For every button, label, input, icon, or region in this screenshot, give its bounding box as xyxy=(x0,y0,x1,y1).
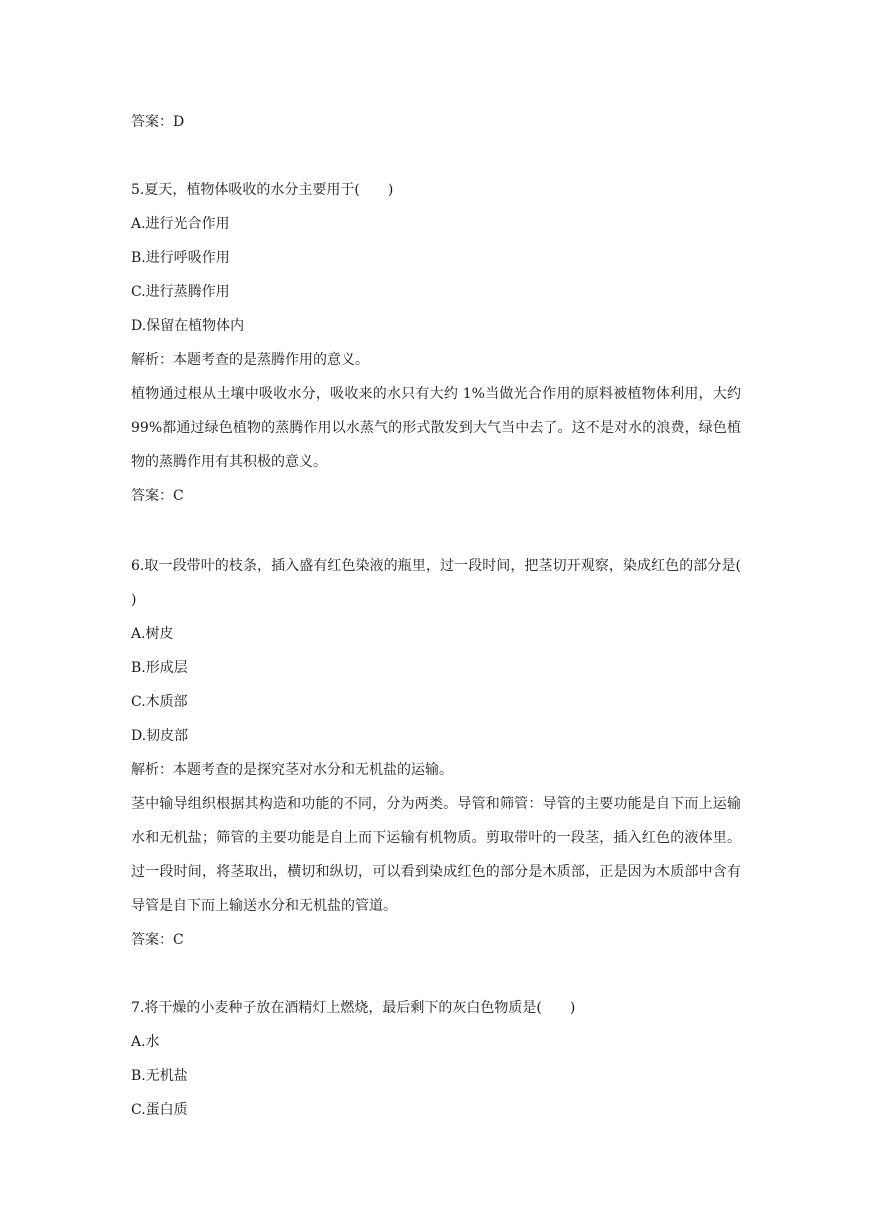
q6-option-d: D.韧皮部 xyxy=(131,728,189,744)
q5-option-a: A.进行光合作用 xyxy=(131,216,230,232)
q5-option-d: D.保留在植物体内 xyxy=(131,318,245,334)
q7-stem: 7.将干燥的小麦种子放在酒精灯上燃烧，最后剩下的灰白色物质是( ) xyxy=(131,1000,576,1016)
q6-option-c: C.木质部 xyxy=(131,694,188,710)
q6-answer: 答案：C xyxy=(131,932,184,948)
q6-option-a: A.树皮 xyxy=(131,626,174,642)
q5-analysis-body: 植物通过根从土壤中吸收水分，吸收来的水只有大约 1%当做光合作用的原料被植物体利用，大约 99%都通过绿色植物的蒸腾作用以水蒸气的形式散发到大气当中去了。这不是对水的浪费，绿色植物的蒸腾作用有其积极的意义。 xyxy=(131,386,741,470)
q7-option-b: B.无机盐 xyxy=(131,1068,188,1084)
q7-option-c: C.蛋白质 xyxy=(131,1102,188,1118)
q5-stem: 5.夏天，植物体吸收的水分主要用于( ) xyxy=(131,182,394,198)
q6-option-b: B.形成层 xyxy=(131,660,188,676)
q5-analysis-title: 解析：本题考查的是蒸腾作用的意义。 xyxy=(131,352,369,368)
q4-answer: 答案：D xyxy=(131,114,185,130)
q6-analysis-body: 茎中输导组织根据其构造和功能的不同，分为两类。导管和筛管：导管的主要功能是自下而上运输水和无机盐；筛管的主要功能是自上而下运输有机物质。剪取带叶的一段茎，插入红色的液体里。过一段时间，将茎取出，横切和纵切，可以看到染成红色的部分是木质部，正是因为木质部中含有导管是自下而上输送水分和无机盐的管道。 xyxy=(131,796,741,914)
q7-option-a: A.水 xyxy=(131,1034,160,1050)
q6-stem: 6.取一段带叶的枝条，插入盛有红色染液的瓶里，过一段时间，把茎切开观察，染成红色的部分是( ) xyxy=(131,558,769,608)
q5-answer: 答案：C xyxy=(131,488,184,504)
q5-option-b: B.进行呼吸作用 xyxy=(131,250,230,266)
q5-option-c: C.进行蒸腾作用 xyxy=(131,284,230,300)
q6-analysis-title: 解析：本题考查的是探究茎对水分和无机盐的运输。 xyxy=(131,762,453,778)
